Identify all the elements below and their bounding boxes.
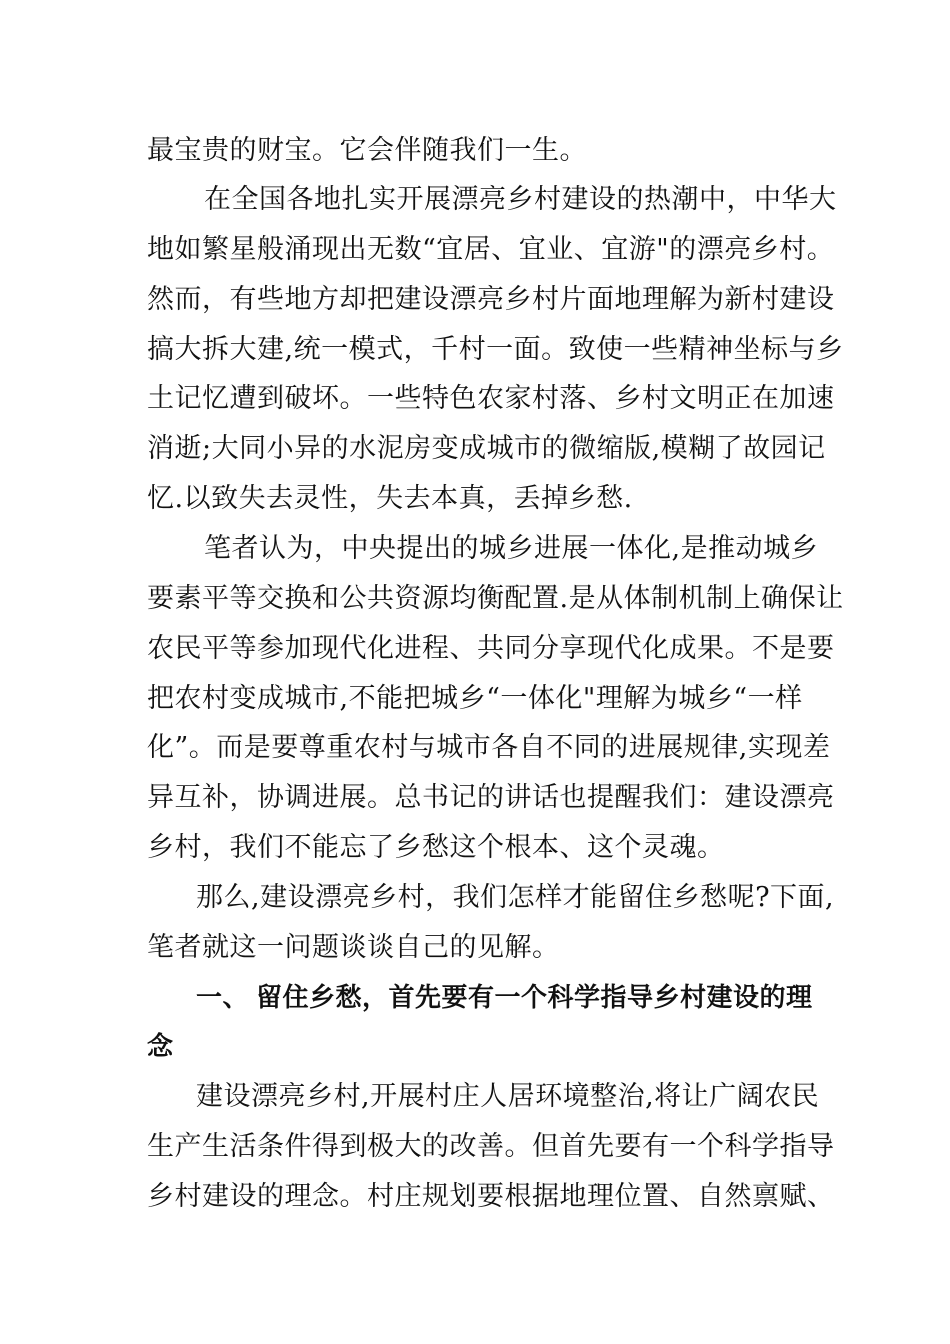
paragraph-line: 那么,建设漂亮乡村，我们怎样才能留住乡愁呢?下面, [196,882,835,913]
section-heading-text: 留住乡愁，首先要有一个科学指导乡村建设的理 [256,983,813,1013]
paragraph-line: 要素平等交换和公共资源均衡配置.是从体制机制上确保让 [147,583,844,614]
paragraph-line: 把农村变成城市,不能把城乡“一体化"理解为城乡“一样 [147,683,803,714]
paragraph-line: 生产生活条件得到极大的改善。但首先要有一个科学指导 [147,1131,835,1162]
paragraph-line: 乡村，我们不能忘了乡愁这个根本、这个灵魂。 [147,832,725,863]
paragraph-line: 异互补，协调进展。总书记的讲话也提醒我们：建设漂亮 [147,782,835,813]
section-heading [196,981,876,1015]
section-heading-continuation: 念 [147,1032,174,1062]
paragraph-line: 忆.以致失去灵性，失去本真，丢掉乡愁. [147,483,633,514]
paragraph-line: 土记忆遭到破坏。一些特色农家村落、乡村文明正在加速 [147,383,835,414]
paragraph-line: 乡村建设的理念。村庄规划要根据地理位置、自然禀赋、 [147,1181,835,1212]
paragraph-line: 搞大拆大建,统一模式，千村一面。致使一些精神坐标与乡 [147,334,844,365]
paragraph-line: 笔者认为，中央提出的城乡进展一体化,是推动城乡 [204,533,819,564]
section-heading-number: 一、 [196,983,250,1013]
paragraph-line: 农民平等参加现代化进程、共同分享现代化成果。不是要 [147,633,835,664]
paragraph-line: 化”。而是要尊重农村与城市各自不同的进展规律,实现差 [147,732,831,763]
paragraph-line: 然而，有些地方却把建设漂亮乡村片面地理解为新村建设 [147,284,835,315]
paragraph-line: 地如繁星般涌现出无数“宜居、宜业、宜游"的漂亮乡村。 [147,234,835,265]
paragraph-line: 最宝贵的财宝。它会伴随我们一生。 [147,135,587,166]
paragraph-line: 在全国各地扎实开展漂亮乡村建设的热潮中，中华大 [204,184,837,215]
paragraph-line: 笔者就这一问题谈谈自己的见解。 [147,932,560,963]
paragraph-line: 建设漂亮乡村,开展村庄人居环境整治,将让广阔农民 [196,1081,820,1112]
paragraph-line: 消逝;大同小异的水泥房变成城市的微缩版,模糊了故园记 [147,433,826,464]
